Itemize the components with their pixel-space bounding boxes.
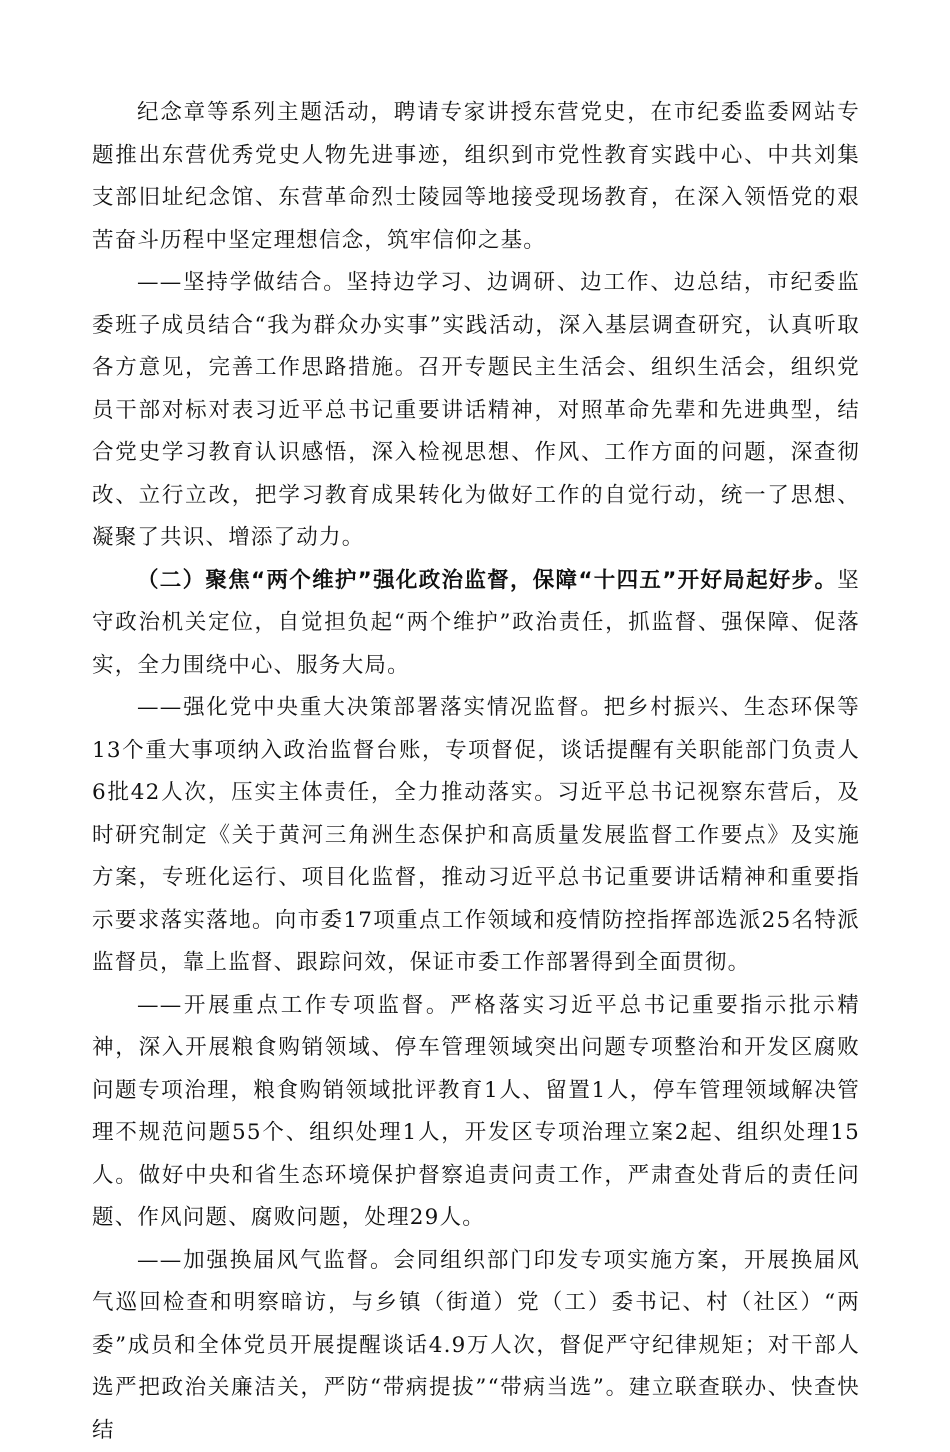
paragraph-5: ——开展重点工作专项监督。严格落实习近平总书记重要指示批示精神，深入开展粮食购销领域、停车管理领域突出问题专项整治和开发区腐败问题专项治理，粮食购销领域批评教育1人、留置1人，停车管理领域解决管理不规范问题55个、组织处理1人，开发区专项治理立案2起、组织处理15人。做好中央和省生态环境保护督察追责问责工作，严肃查处背后的责任问题、作风问题、腐败问题，处理29人。	[92, 985, 860, 1240]
paragraph-4: ——强化党中央重大决策部署落实情况监督。把乡村振兴、生态环保等13个重大事项纳入政治监督台账，专项督促，谈话提醒有关职能部门负责人6批42人次，压实主体责任，全力推动落实。习近平总书记视察东营后，及时研究制定《关于黄河三角洲生态保护和高质量发展监督工作要点》及实施方案，专班化运行、项目化监督，推动习近平总书记重要讲话精神和重要指示要求落实落地。向市委17项重点工作领域和疫情防控指挥部选派25名特派监督员，靠上监督、跟踪问效，保证市委工作部署得到全面贯彻。	[92, 687, 860, 985]
document-body	[92, 92, 860, 1452]
section-heading: （二）聚焦“两个维护”强化政治监督，保障“十四五”开好局起好步。	[137, 568, 837, 593]
paragraph-6: ——加强换届风气监督。会同组织部门印发专项实施方案，开展换届风气巡回检查和明察暗访，与乡镇（街道）党（工）委书记、村（社区）“两委”成员和全体党员开展提醒谈话4.9万人次，督促严守纪律规矩；对干部人选严把政治关廉洁关，严防“带病提拔”“带病当选”。建立联查联办、快查快结	[92, 1240, 860, 1452]
paragraph-2: ——坚持学做结合。坚持边学习、边调研、边工作、边总结，市纪委监委班子成员结合“我为群众办实事”实践活动，深入基层调查研究，认真听取各方意见，完善工作思路措施。召开专题民主生活会、组织生活会，组织党员干部对标对表习近平总书记重要讲话精神，对照革命先辈和先进典型，结合党史学习教育认识感悟，深入检视思想、作风、工作方面的问题，深查彻改、立行立改，把学习教育成果转化为做好工作的自觉行动，统一了思想、凝聚了共识、增添了动力。	[92, 262, 860, 560]
paragraph-1: 纪念章等系列主题活动，聘请专家讲授东营党史，在市纪委监委网站专题推出东营优秀党史人物先进事迹，组织到市党性教育实践中心、中共刘集支部旧址纪念馆、东营革命烈士陵园等地接受现场教育，在深入领悟党的艰苦奋斗历程中坚定理想信念，筑牢信仰之基。	[92, 92, 860, 262]
paragraph-3-text: 坚守政治机关定位，自觉担负起“两个维护”政治责任，抓监督、强保障、促落实，全力围绕中心、服务大局。	[92, 568, 860, 678]
paragraph-3	[92, 560, 860, 688]
